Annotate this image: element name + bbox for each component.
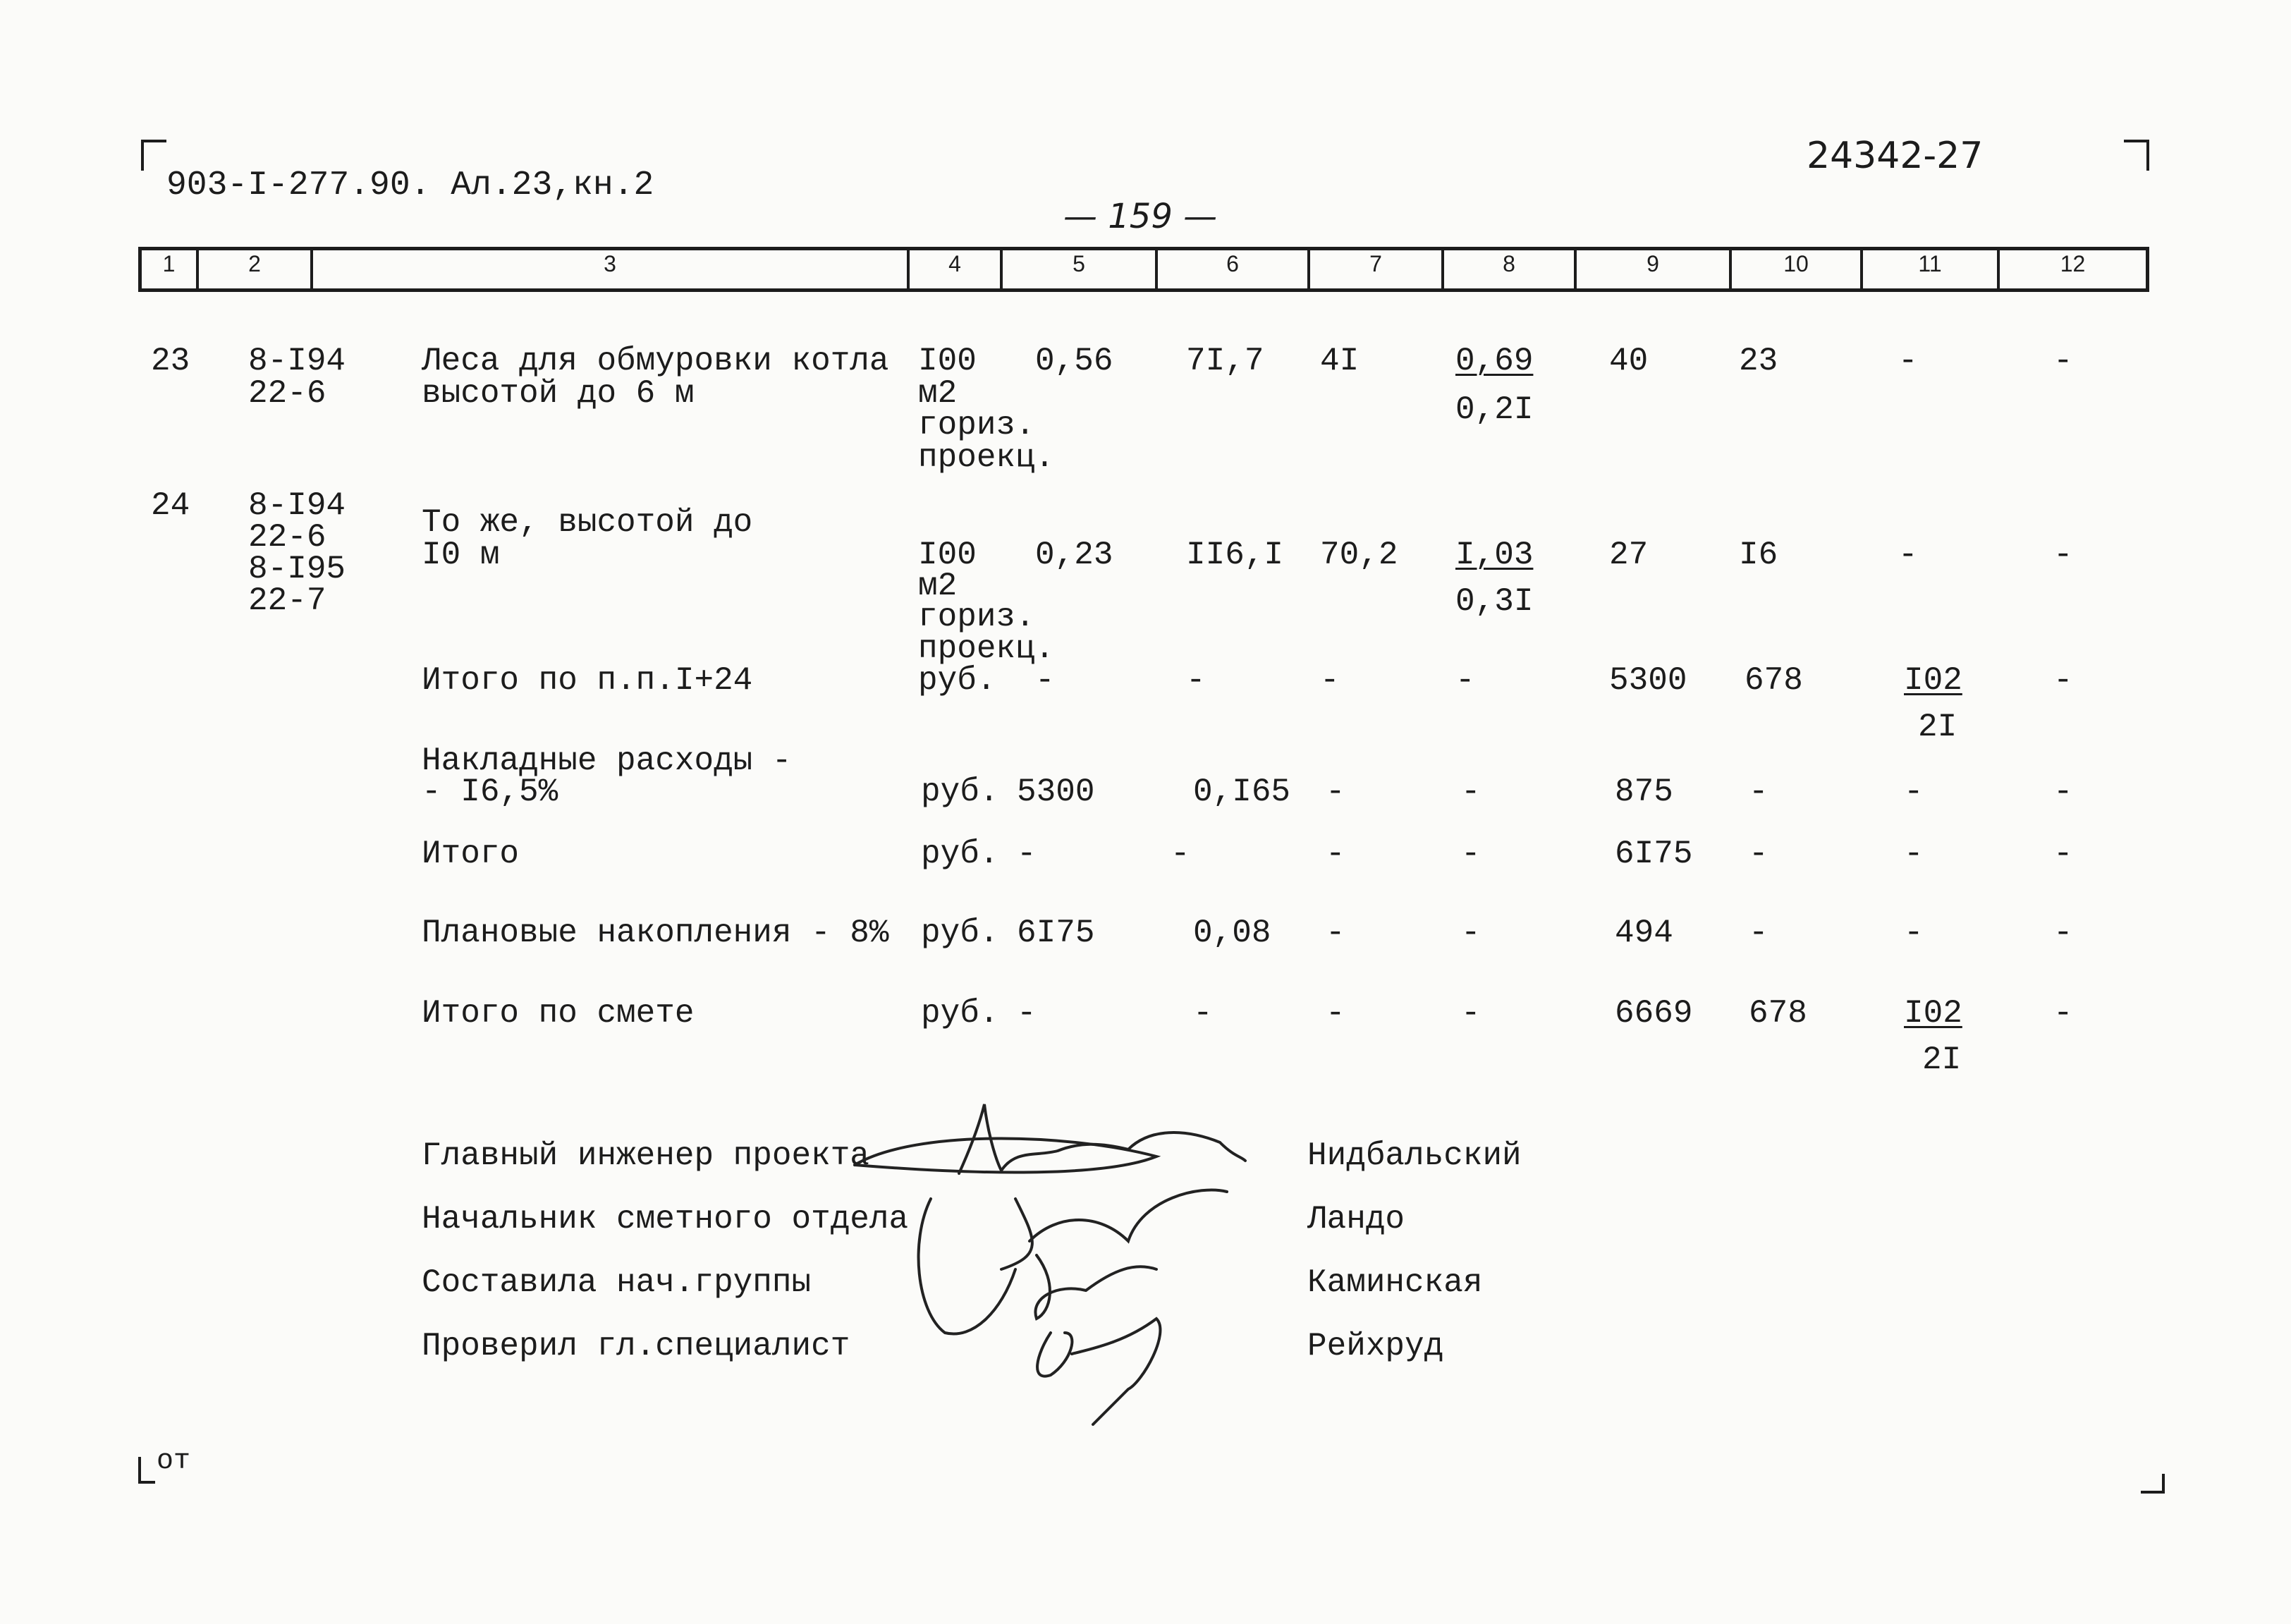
- value-col12: -: [2053, 537, 2073, 573]
- value-col7: -: [1326, 774, 1345, 810]
- signature-name: Ландо: [1307, 1201, 1405, 1238]
- value-col12: -: [2053, 343, 2073, 379]
- value-col7: -: [1320, 662, 1340, 699]
- value-col8-top: 0,69: [1455, 343, 1534, 379]
- column-number: 5: [1073, 251, 1085, 276]
- unit: руб.: [918, 662, 996, 699]
- value-col6: 7I,7: [1186, 343, 1264, 379]
- item-name: высотой до 6 м: [422, 375, 695, 412]
- value-col8-bottom: 0,2I: [1455, 391, 1534, 428]
- value-col10: 678: [1745, 662, 1803, 699]
- quantity: 0,23: [1035, 537, 1113, 573]
- value-col8: -: [1461, 836, 1481, 872]
- value-col8-bottom: 0,3I: [1455, 583, 1534, 620]
- value-col9: 40: [1609, 343, 1649, 379]
- value-col10: -: [1749, 915, 1768, 951]
- value-col5: -: [1035, 662, 1055, 699]
- column-number: 9: [1647, 251, 1659, 276]
- unit: руб.: [921, 995, 999, 1032]
- value-col6: -: [1171, 836, 1190, 872]
- item-name: Леса для обмуровки котла: [422, 343, 889, 379]
- item-name: I0 м: [422, 537, 500, 573]
- value-col6: -: [1193, 995, 1213, 1032]
- value-col11: -: [1898, 537, 1918, 573]
- value-col11-top: I02: [1904, 662, 1962, 699]
- item-name: - I6,5%: [422, 774, 558, 810]
- value-col11: -: [1904, 836, 1924, 872]
- column-number: 1: [162, 251, 176, 276]
- value-col5: -: [1017, 836, 1037, 872]
- value-col7: 4I: [1320, 343, 1360, 379]
- value-col8: -: [1461, 774, 1481, 810]
- value-col6: II6,I: [1186, 537, 1284, 573]
- item-name: То же, высотой до: [422, 504, 753, 541]
- value-col12: -: [2053, 774, 2073, 810]
- value-col11-top: I02: [1904, 995, 1962, 1032]
- value-col8-top: I,03: [1455, 537, 1534, 573]
- value-col12: -: [2053, 995, 2073, 1032]
- row-number: 24: [151, 487, 190, 524]
- value-col8: -: [1461, 995, 1481, 1032]
- value-col9: 5300: [1609, 662, 1687, 699]
- page-number: — 159 —: [1063, 197, 1218, 236]
- item-name: Плановые накопления - 8%: [422, 915, 889, 951]
- value-col11: -: [1904, 774, 1924, 810]
- value-col10: -: [1749, 836, 1768, 872]
- unit: руб.: [921, 774, 999, 810]
- signature-role: Начальник сметного отдела: [422, 1201, 909, 1238]
- unit: м2: [918, 568, 958, 604]
- signature-name: Нидбальский: [1307, 1137, 1522, 1174]
- column-number: 3: [604, 251, 616, 276]
- resource-code: 8-I94: [248, 487, 346, 524]
- resource-code: 22-6: [248, 375, 326, 412]
- value-col9: 494: [1615, 915, 1673, 951]
- value-col9: 27: [1609, 537, 1649, 573]
- unit: I00: [918, 537, 977, 573]
- value-col5: 6I75: [1017, 915, 1095, 951]
- signature-name: Рейхруд: [1307, 1328, 1444, 1364]
- column-number: 12: [2060, 251, 2086, 276]
- document-code: 903-I-277.90. Ал.23,кн.2: [166, 166, 654, 204]
- value-col11: -: [1898, 343, 1918, 379]
- value-col7: -: [1326, 995, 1345, 1032]
- resource-code: 22-7: [248, 582, 326, 619]
- value-col6: 0,08: [1193, 915, 1271, 951]
- column-number: 6: [1226, 251, 1239, 276]
- unit: м2: [918, 375, 958, 412]
- column-number: 7: [1369, 251, 1382, 276]
- signature-role: Проверил гл.специалист: [422, 1328, 850, 1364]
- item-name: Накладные расходы -: [422, 743, 792, 779]
- value-col7: -: [1326, 915, 1345, 951]
- value-col12: -: [2053, 915, 2073, 951]
- column-number: 8: [1503, 251, 1515, 276]
- value-col6: -: [1186, 662, 1206, 699]
- value-col9: 875: [1615, 774, 1673, 810]
- signature-name: Каминская: [1307, 1264, 1483, 1301]
- value-col8: -: [1455, 662, 1475, 699]
- value-col11-bottom: 2I: [1918, 709, 1957, 745]
- column-number: 2: [248, 251, 261, 276]
- item-name: Итого: [422, 836, 520, 872]
- unit: проекц.: [918, 630, 1055, 667]
- item-name: Итого по смете: [422, 995, 695, 1032]
- value-col11: -: [1904, 915, 1924, 951]
- sheet-code: 24342-27: [1807, 135, 1984, 177]
- unit: руб.: [921, 836, 999, 872]
- value-col7: -: [1326, 836, 1345, 872]
- signature-role: Главный инженер проекта: [422, 1137, 869, 1174]
- resource-code: 22-6: [248, 519, 326, 556]
- value-col8: -: [1461, 915, 1481, 951]
- value-col11-bottom: 2I: [1922, 1042, 1962, 1078]
- value-col12: -: [2053, 662, 2073, 699]
- value-col10: -: [1749, 774, 1768, 810]
- value-col9: 6669: [1615, 995, 1693, 1032]
- column-number: 11: [1918, 251, 1942, 276]
- quantity: 0,56: [1035, 343, 1113, 379]
- value-col10: I6: [1739, 537, 1778, 573]
- value-col10: 678: [1749, 995, 1807, 1032]
- value-col9: 6I75: [1615, 836, 1693, 872]
- signature-role: Составила нач.группы: [422, 1264, 812, 1301]
- item-name: Итого по п.п.I+24: [422, 662, 753, 699]
- unit: руб.: [921, 915, 999, 951]
- resource-code: 8-I95: [248, 551, 346, 587]
- column-number: 10: [1783, 251, 1809, 276]
- unit: проекц.: [918, 439, 1055, 476]
- value-col7: 70,2: [1320, 537, 1398, 573]
- footer-mark: от: [157, 1446, 191, 1477]
- column-number: 4: [948, 251, 961, 276]
- unit: гориз.: [918, 599, 1035, 635]
- value-col10: 23: [1739, 343, 1778, 379]
- value-col6: 0,I65: [1193, 774, 1291, 810]
- unit: I00: [918, 343, 977, 379]
- value-col12: -: [2053, 836, 2073, 872]
- value-col5: 5300: [1017, 774, 1095, 810]
- unit: гориз.: [918, 407, 1035, 444]
- value-col5: -: [1017, 995, 1037, 1032]
- row-number: 23: [151, 343, 190, 379]
- resource-code: 8-I94: [248, 343, 346, 379]
